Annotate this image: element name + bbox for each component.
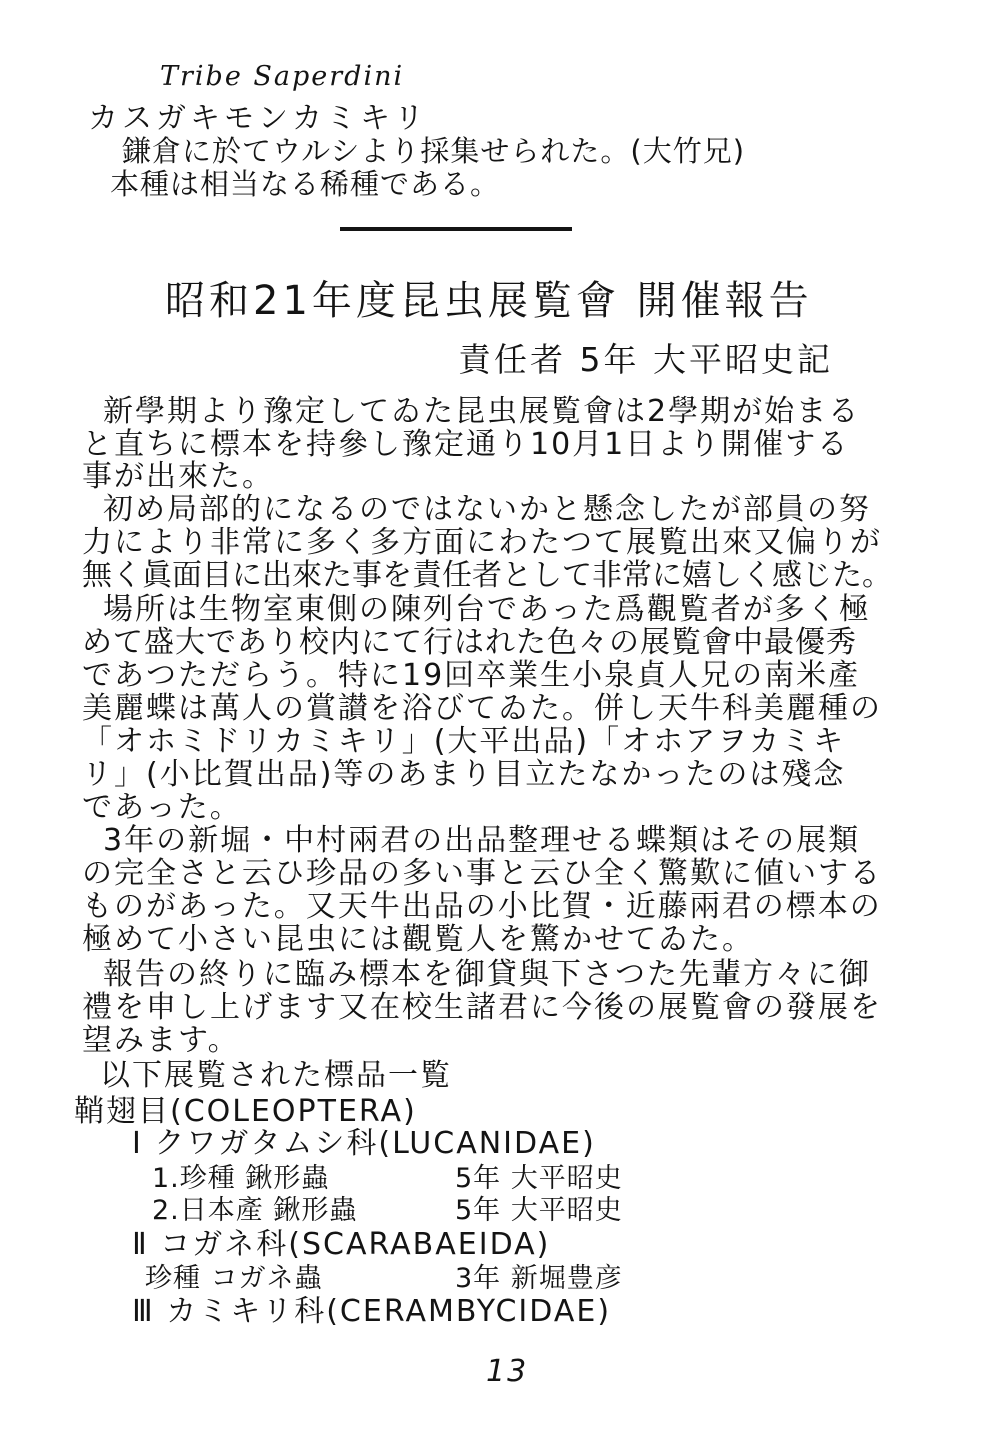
body-line: 極めて小さい昆虫には觀覧人を驚かせてゐた。 — [82, 922, 754, 957]
note-line: 本種は相当なる稀種である。 — [110, 167, 501, 201]
specimen-name: 1.珍種 鍬形蟲 — [152, 1163, 330, 1194]
list-heading: 以下展覧された標品一覧 — [100, 1058, 452, 1093]
family-label: Ⅲ カミキリ科(CERAMBYCIDAE) — [132, 1294, 612, 1329]
body-line: 3年の新堀・中村兩君の出品整理せる蝶類はその展類 — [103, 823, 861, 858]
body-line: 望みます。 — [82, 1023, 240, 1058]
body-line: 場所は生物室東側の陳列台であった爲觀覧者が多く極 — [103, 592, 871, 627]
family-label: Ⅰ クワガタムシ科(LUCANIDAE) — [132, 1126, 596, 1161]
body-line: ものがあった。又天牛出品の小比賀・近藤兩君の標本の — [82, 889, 882, 924]
body-line: 禮を申し上げます又在校生諸君に今後の展覧會の發展を — [82, 990, 882, 1025]
species-name: カスガキモンカミキリ — [88, 101, 428, 136]
specimen-name: 2.日本產 鍬形蟲 — [152, 1195, 358, 1226]
body-line: 事が出來た。 — [82, 459, 274, 494]
body-line: めて盛大であり校内にて行はれた色々の展覧會中最優秀 — [82, 625, 857, 660]
body-line: 報告の終りに臨み標本を御貸與下さつた先輩方々に御 — [103, 957, 871, 992]
body-line: 「オホミドリカミキリ」(大平出品)「オホアヲカミキ — [82, 724, 846, 759]
body-line: と直ちに標本を持參し豫定通り10月1日より開催する — [82, 427, 850, 462]
body-line: 無く眞面目に出來た事を責任者として非常に嬉しく感じた。 — [82, 558, 892, 593]
specimen-owner: 5年 大平昭史 — [455, 1195, 623, 1226]
body-line: 美麗蝶は萬人の賞讃を浴びてゐた。併し天牛科美麗種の — [82, 691, 882, 726]
order-label: 鞘翅目(COLEOPTERA) — [74, 1094, 417, 1129]
specimen-owner: 3年 新堀豊彦 — [455, 1263, 623, 1294]
body-line: 力により非常に多く多方面にわたつて展覧出來又偏りが — [82, 525, 882, 560]
body-line: であった。 — [82, 790, 242, 825]
section-divider — [340, 227, 572, 231]
page-number: 13 — [486, 1354, 529, 1389]
body-line: 新學期より豫定してゐた昆虫展覧會は2學期が始まる — [103, 394, 861, 429]
report-author: 責任者 5年 大平昭史記 — [458, 340, 833, 379]
body-line: 初め局部的になるのではないかと懸念したが部員の努 — [103, 492, 871, 527]
report-title: 昭和21年度昆虫展覧會 開催報告 — [165, 278, 813, 324]
tribe-annotation: Tribe Saperdini — [160, 61, 405, 92]
specimen-owner: 5年 大平昭史 — [455, 1163, 623, 1194]
body-line: の完全さと云ひ珍品の多い事と云ひ全く驚歎に値いする — [82, 856, 882, 891]
family-label: Ⅱ コガネ科(SCARABAEIDA) — [132, 1227, 551, 1262]
specimen-name: 珍種 コガネ蟲 — [145, 1263, 323, 1294]
body-line: リ」(小比賀出品)等のあまり目立たなかったのは殘念 — [82, 757, 846, 792]
note-line: 鎌倉に於てウルシより採集せられた。(大竹兄) — [122, 134, 746, 168]
body-line: であつただらう。特に19回卒業生小泉貞人兄の南米產 — [82, 658, 861, 693]
